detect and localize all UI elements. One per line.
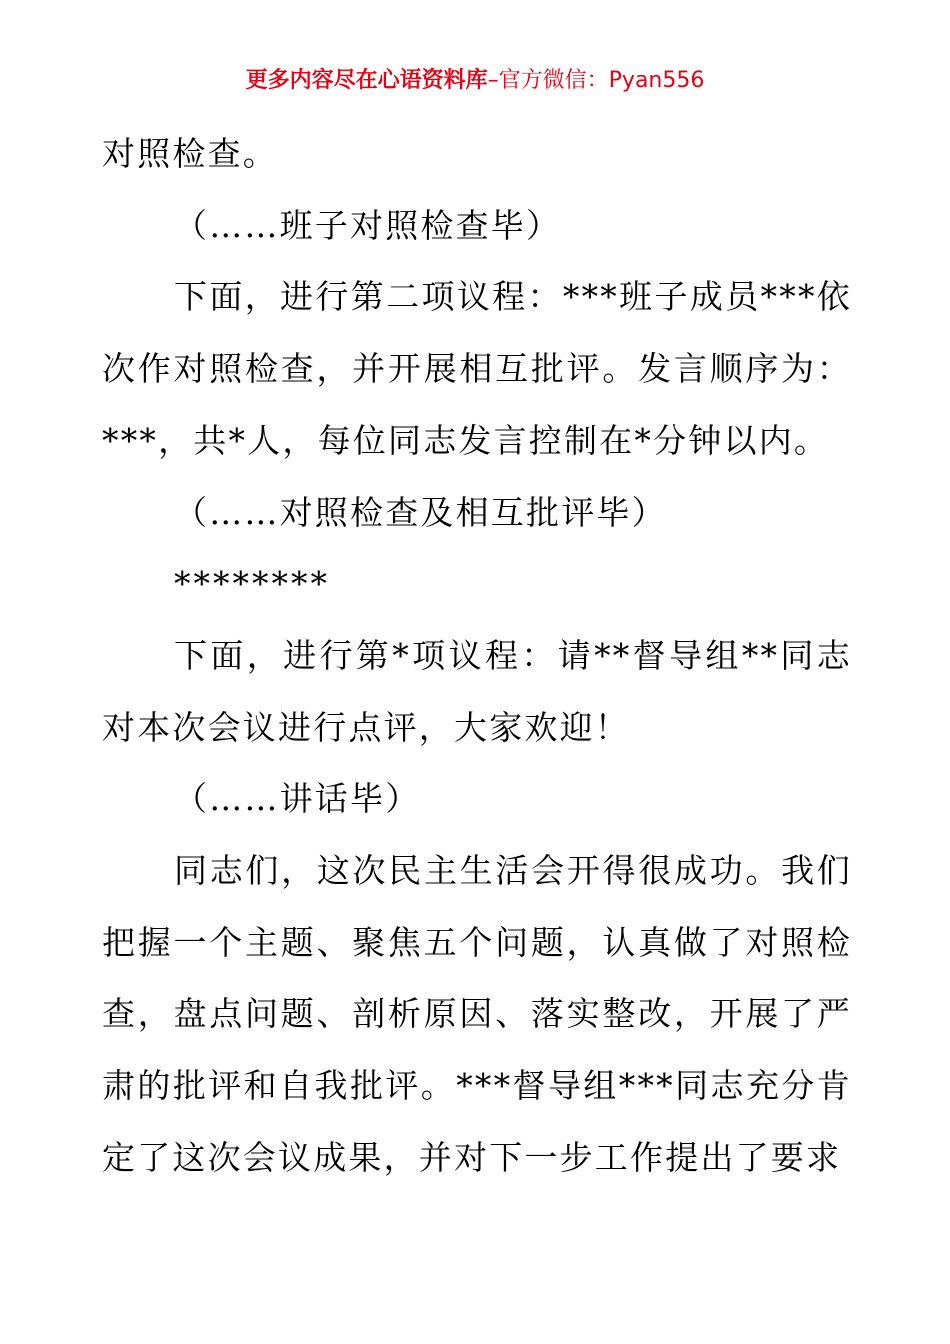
header-library-text: 更多内容尽在心语资料库 xyxy=(245,68,488,93)
watermark-header xyxy=(0,66,950,96)
paragraph-stage-note: （……班子对照检查毕） xyxy=(174,205,562,245)
paragraph-summary: 同志们，这次民主生活会开得很成功。我们把握一个主题、聚焦五个问题，认真做了对照检查，盘点问题、剖析原因、落实整改，开展了严肃的批评和自我批评。***督导组***同志充分肯定了这次会议成果，并对下一步工作提出了要求 xyxy=(102,851,852,1177)
paragraph-stage-note: （……讲话毕） xyxy=(174,779,421,819)
paragraph-continuation: 对照检查。 xyxy=(102,134,278,173)
paragraph-agenda-n: 下面，进行第*项议程：请**督导组**同志对本次会议进行点评，大家欢迎！ xyxy=(102,635,852,747)
header-wechat-text: –官方微信：Pyan556 xyxy=(487,68,705,93)
paragraph-separator: ******** xyxy=(174,564,330,604)
document-body xyxy=(102,118,852,1194)
paragraph-agenda-two: 下面，进行第二项议程：***班子成员***依次作对照检查，并开展相互批评。发言顺序为：***，共*人，每位同志发言控制在*分钟以内。 xyxy=(102,277,852,460)
paragraph-stage-note: （……对照检查及相互批评毕） xyxy=(174,492,667,532)
